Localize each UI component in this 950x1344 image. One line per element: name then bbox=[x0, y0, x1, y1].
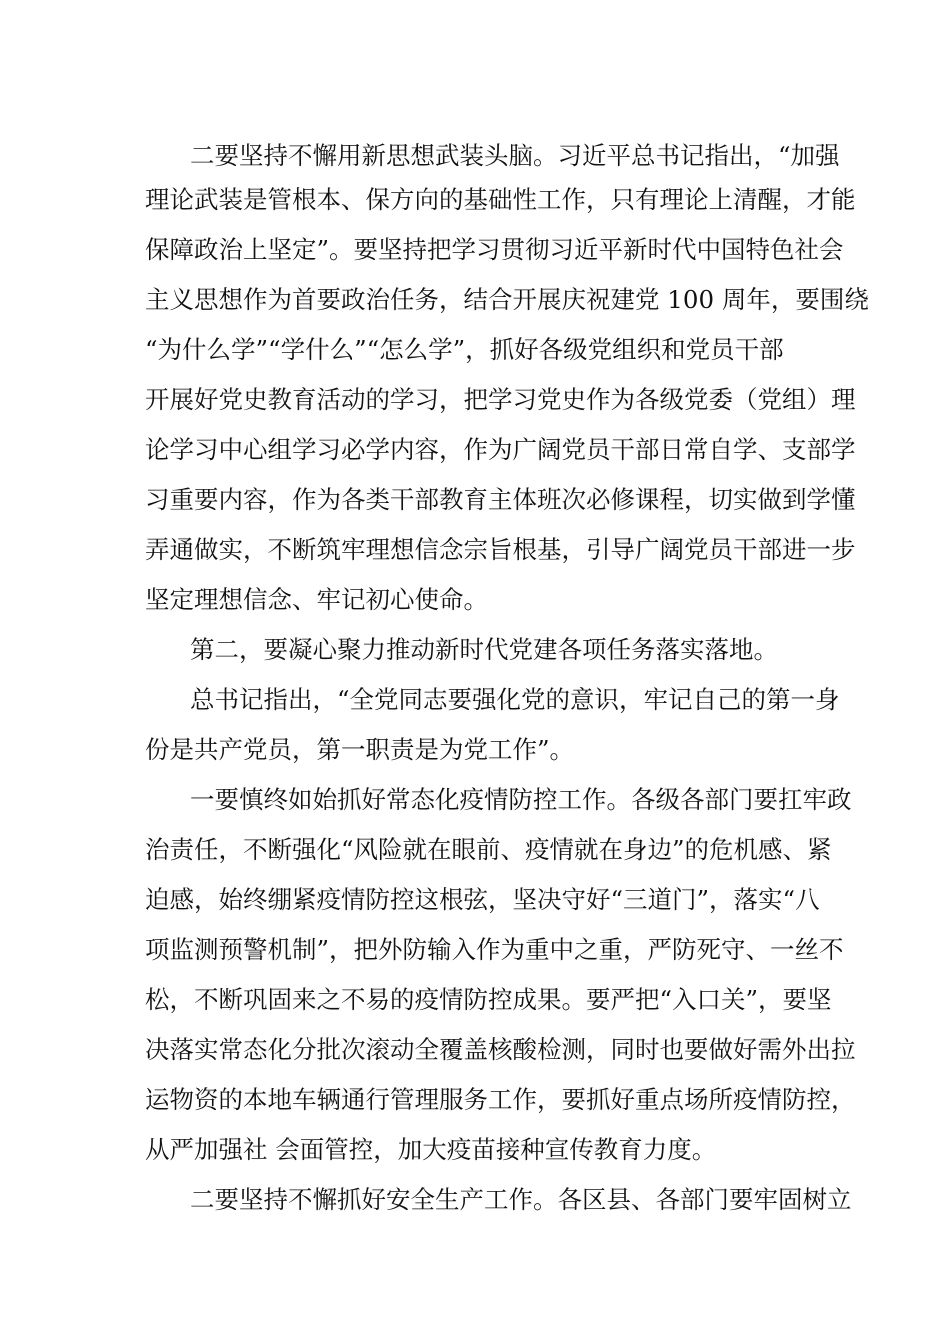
paragraph-line: 习重要内容，作为各类干部教育主体班次必修课程，切实做到学懂 bbox=[145, 485, 856, 514]
paragraph-line: “为什么学”“学什么”“怎么学”，抓好各级党组织和党员干部 bbox=[145, 335, 784, 364]
paragraph-line: 二要坚持不懈抓好安全生产工作。各区县、各部门要牢固树立 bbox=[190, 1185, 852, 1214]
paragraph-line: 份是共产党员，第一职责是为党工作”。 bbox=[145, 735, 575, 764]
section-heading: 第二，要凝心聚力推动新时代党建各项任务落实落地。 bbox=[190, 635, 778, 664]
paragraph-line: 治责任，不断强化“风险就在眼前、疫情就在身边”的危机感、紧 bbox=[145, 835, 832, 864]
paragraph-line: 一要慎终如始抓好常态化疫情防控工作。各级各部门要扛牢政 bbox=[190, 785, 852, 814]
paragraph-line: 坚定理想信念、牢记初心使命。 bbox=[145, 585, 488, 614]
paragraph-line: 总书记指出，“全党同志要强化党的意识，牢记自己的第一身 bbox=[190, 685, 840, 714]
paragraph-line: 二要坚持不懈用新思想武装头脑。习近平总书记指出，“加强 bbox=[190, 141, 840, 170]
paragraph-line: 从严加强社 会面管控，加大疫苗接种宣传教育力度。 bbox=[145, 1135, 717, 1164]
paragraph-line: 松，不断巩固来之不易的疫情防控成果。要严把“入口关”，要坚 bbox=[145, 985, 832, 1014]
paragraph-line: 开展好党史教育活动的学习，把学习党史作为各级党委（党组）理 bbox=[145, 385, 856, 414]
paragraph-line: 迫感，始终绷紧疫情防控这根弦，坚决守好“三道门”，落实“八 bbox=[145, 885, 820, 914]
paragraph-line: 项监测预警机制”，把外防输入作为重中之重，严防死守、一丝不 bbox=[145, 935, 844, 964]
paragraph-line: 保障政治上坚定”。要坚持把学习贯彻习近平新时代中国特色社会 bbox=[145, 235, 844, 264]
paragraph-line: 弄通做实，不断筑牢理想信念宗旨根基，引导广阔党员干部进一步 bbox=[145, 535, 856, 564]
paragraph-line: 决落实常态化分批次滚动全覆盖核酸检测，同时也要做好需外出拉 bbox=[145, 1035, 856, 1064]
paragraph-line: 理论武装是管根本、保方向的基础性工作，只有理论上清醒，才能 bbox=[145, 185, 856, 214]
paragraph-line: 论学习中心组学习必学内容，作为广阔党员干部日常自学、支部学 bbox=[145, 435, 856, 464]
paragraph-line: 主义思想作为首要政治任务，结合开展庆祝建党 100 周年，要围绕 bbox=[145, 285, 869, 314]
paragraph-line: 运物资的本地车辆通行管理服务工作，要抓好重点场所疫情防控， bbox=[145, 1085, 856, 1114]
